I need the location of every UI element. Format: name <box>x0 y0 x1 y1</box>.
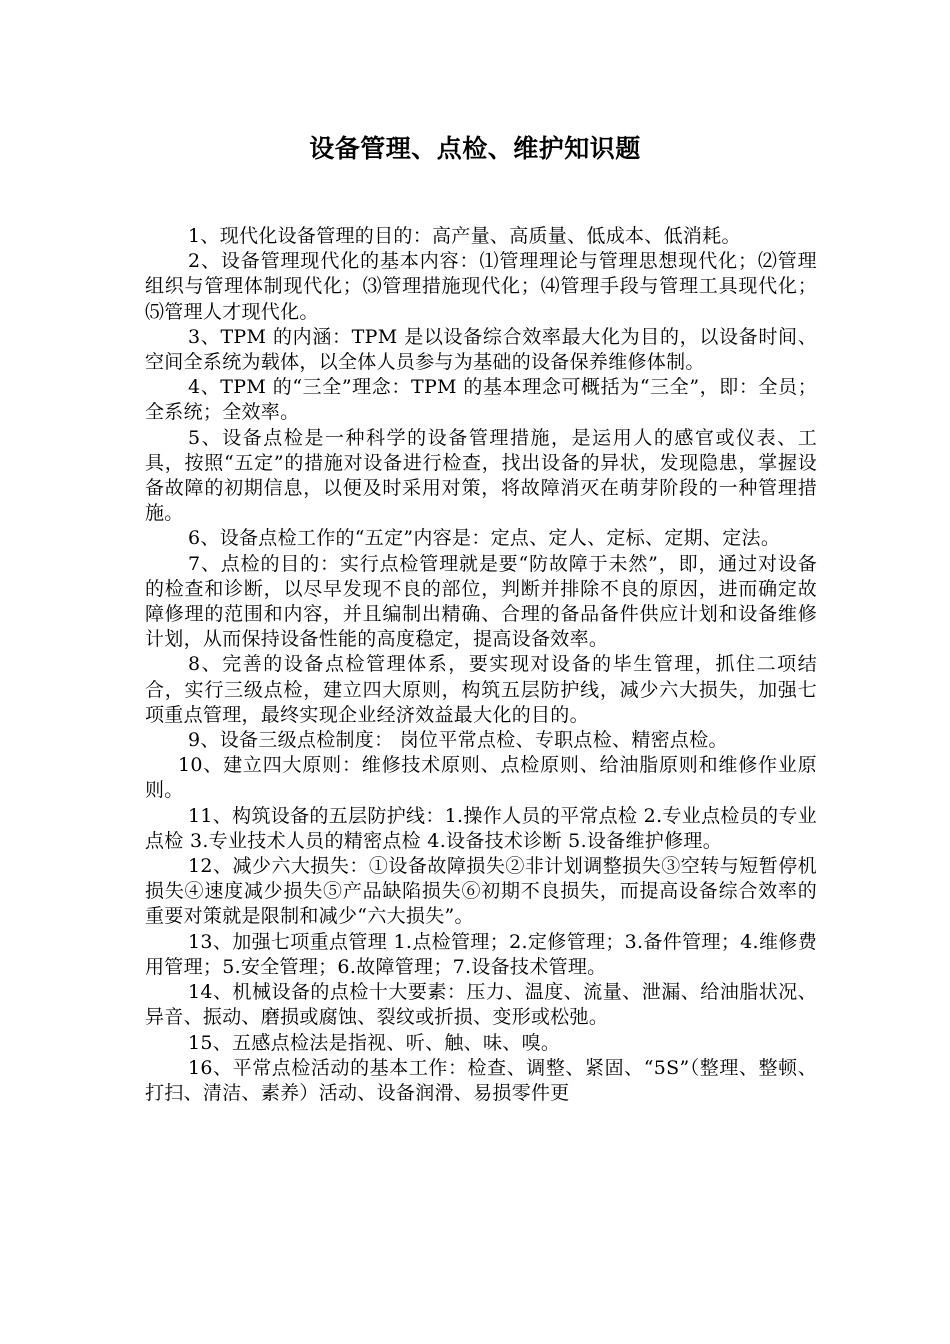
paragraph-16: 16、平常点检活动的基本工作：检查、调整、紧固、“5S”（整理、整顿、打扫、清洁、素养）活动、设备润滑、易损零件更 <box>145 1056 817 1104</box>
paragraph-12: 12、减少六大损失：①设备故障损失②非计划调整损失③空转与短暂停机损失④速度减少损失⑤产品缺陷损失⑥初期不良损失，而提高设备综合效率的重要对策就是限制和减少“六大损失”。 <box>145 855 817 928</box>
paragraph-14: 14、机械设备的点检十大要素：压力、温度、流量、泄漏、给油脂状况、异音、振动、磨损或腐蚀、裂纹或折损、变形或松弛。 <box>145 981 817 1029</box>
paragraph-1: 1、现代化设备管理的目的：高产量、高质量、低成本、低消耗。 <box>188 225 741 247</box>
paragraph-13: 13、加强七项重点管理 1.点检管理；2.定修管理；3.备件管理；4.维修费用管理；5.安全管理；6.故障管理；7.设备技术管理。 <box>145 930 817 978</box>
paragraph-3: 3、TPM 的内涵：TPM 是以设备综合效率最大化为目的，以设备时间、空间全系统为载体，以全体人员参与为基础的设备保养维修体制。 <box>145 325 817 374</box>
paragraph-6: 6、设备点检工作的“五定”内容是：定点、定人、定标、定期、定法。 <box>188 527 781 550</box>
paragraph-2: 2、设备管理现代化的基本内容：⑴管理理论与管理思想现代化；⑵管理组织与管理体制现代化；⑶管理措施现代化；⑷管理手段与管理工具现代化；⑸管理人才现代化。 <box>145 250 817 323</box>
paragraph-4: 4、TPM 的“三全”理念：TPM 的基本理念可概括为“三全”，即：全员；全系统；全效率。 <box>145 376 817 424</box>
paragraph-15: 15、五感点检法是指视、听、触、味、嗅。 <box>188 1031 561 1054</box>
document-title: 设备管理、点检、维护知识题 <box>309 134 641 163</box>
paragraph-7: 7、点检的目的：实行点检管理就是要“防故障于未然”，即，通过对设备的检查和诊断，以尽早发现不良的部位，判断并排除不良的原因，进而确定故障修理的范围和内容，并且编制出精确、合理的备品备件供应计划和设备维修计划，从而保持设备性能的高度稳定，提高设备效率。 <box>145 552 817 651</box>
document-body <box>145 224 817 1106</box>
paragraph-5: 5、设备点检是一种科学的设备管理措施，是运用人的感官或仪表、工具，按照“五定”的措施对设备进行检查，找出设备的异状，发现隐患，掌握设备故障的初期信息，以便及时采用对策，将故障消灭在萌芽阶段的一种管理措施。 <box>145 426 817 525</box>
paragraph-9: 9、设备三级点检制度： 岗位平常点检、专职点检、精密点检。 <box>188 729 728 752</box>
paragraph-10: 10、建立四大原则：维修技术原则、点检原则、给油脂原则和维修作业原则。 <box>145 754 817 802</box>
paragraph-11: 11、构筑设备的五层防护线：1.操作人员的平常点检 2.专业点检员的专业点检 3.专业技术人员的精密点检 4.设备技术诊断 5.设备维护修理。 <box>145 804 817 852</box>
paragraph-8: 8、完善的设备点检管理体系，要实现对设备的毕生管理，抓住二项结合，实行三级点检，建立四大原则，构筑五层防护线，减少六大损失，加强七项重点管理，最终实现企业经济效益最大化的目的。 <box>145 653 817 726</box>
